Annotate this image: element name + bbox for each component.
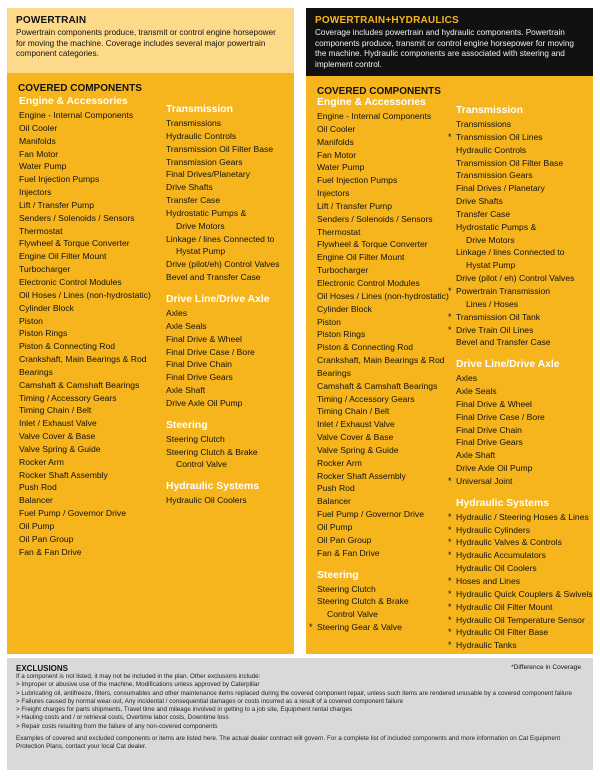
powertrain-body <box>7 73 294 557</box>
component-item: Bevel and Transfer Case <box>166 272 261 283</box>
component-item: Drive Motors <box>176 220 225 231</box>
component-item: Oil Hoses / Lines (non-hydrostatic) <box>317 290 449 301</box>
component-item: Senders / Solenoids / Sensors <box>317 213 433 224</box>
component-item: Push Rod <box>317 483 355 494</box>
component-item: Drive (pilot / eh) Control Valves <box>456 273 575 284</box>
component-item: Inlet / Exhaust Valve <box>19 418 97 429</box>
exclusions-box <box>7 658 593 770</box>
component-item: Transmission Oil Filter Base <box>166 143 274 154</box>
component-item: Steering Clutch & Brake <box>166 446 258 457</box>
component-item: Crankshaft, Main Bearings & Rod <box>317 355 445 366</box>
component-item: Linkage / lines Connected to <box>166 233 275 244</box>
section-title-transmission: Transmission <box>456 105 523 116</box>
component-item: Water Pump <box>19 161 67 172</box>
component-item: Axle Seals <box>166 320 207 331</box>
component-item: Drive Motors <box>466 234 515 245</box>
component-item: Transmission Oil Filter Base <box>456 157 564 168</box>
panel-description: Coverage includes powertrain and hydraulic components. Powertrain components produce, transmit or control engine horsepower for moving the machine. Hydraulic components are associated with steering and implement control. <box>315 28 574 69</box>
component-item: Balancer <box>19 495 53 506</box>
exclusion-line: > Hauling costs and / or retrieval costs, Overtime labor costs, Downtime loss <box>16 714 229 722</box>
component-item: * Drive Train Oil Lines <box>456 324 593 337</box>
component-item: Camshaft & Camshaft Bearings <box>19 379 140 390</box>
component-item: Fan Motor <box>19 148 59 159</box>
difference-note: *Difference in Coverage <box>511 664 581 671</box>
component-item: Transmission Gears <box>456 170 533 181</box>
covered-components-heading: COVERED COMPONENTS <box>317 86 441 97</box>
panel-title: POWERTRAIN <box>16 15 87 26</box>
component-item: Drive Shafts <box>456 196 503 207</box>
component-item: Fan Motor <box>317 149 357 160</box>
component-item: Oil Pump <box>19 521 55 531</box>
component-item: Hystat Pump <box>176 246 226 257</box>
component-item: Electronic Control Modules <box>317 277 420 288</box>
component-item: Bevel and Transfer Case <box>456 337 551 348</box>
exclusions-title: EXCLUSIONS <box>16 664 69 673</box>
powertrain-header <box>7 8 294 73</box>
component-item: Fan & Fan Drive <box>317 547 380 558</box>
component-item: Camshaft & Camshaft Bearings <box>317 380 438 391</box>
component-item: Rocker Arm <box>19 456 64 467</box>
exclusion-line: > Lubricating oil, antifreeze, filters, consumables and other maintenance items replaced during the covered component repair, unless such items are rendered unusable by a covered component failure <box>16 689 573 697</box>
component-item: Fuel Pump / Governor Drive <box>317 509 424 520</box>
component-item: Inlet / Exhaust Valve <box>317 419 395 430</box>
component-item: Lift / Transfer Pump <box>19 199 94 210</box>
covered-components-heading: COVERED COMPONENTS <box>18 83 142 94</box>
component-item: Hydraulic Oil Coolers <box>166 495 247 506</box>
component-item: Final Drive Gears <box>456 437 523 448</box>
component-item: Rocker Shaft Assembly <box>19 469 108 480</box>
component-item: Cylinder Block <box>19 302 74 313</box>
component-item: Piston & Connecting Rod <box>19 341 116 352</box>
component-item: * Hoses and Lines <box>456 575 593 588</box>
component-item: Injectors <box>19 187 52 198</box>
component-item: Piston & Connecting Rod <box>317 342 414 353</box>
component-item: Lines / Hoses <box>466 298 519 309</box>
powertrain-column-1 <box>19 96 151 559</box>
component-item: Balancer <box>317 496 351 507</box>
component-item: Final Drive Gears <box>166 372 233 383</box>
component-item: Hydrostatic Pumps & <box>456 221 537 232</box>
component-item: * Transmission Oil Lines <box>456 131 593 144</box>
component-item: Timing Chain / Belt <box>19 405 92 416</box>
component-item: Turbocharger <box>317 265 369 276</box>
component-item: Piston Rings <box>19 328 68 339</box>
component-item: Crankshaft, Main Bearings & Rod <box>19 354 147 365</box>
component-item: * Hydraulic Valves & Controls <box>456 536 593 549</box>
component-item: Transmission Gears <box>166 156 243 167</box>
component-item: Water Pump <box>317 162 365 173</box>
panel-title: POWERTRAIN+HYDRAULICS <box>315 15 459 26</box>
component-item: Final Drives/Planetary <box>166 169 251 180</box>
component-item: Turbocharger <box>19 264 71 275</box>
component-item: Cylinder Block <box>317 303 372 314</box>
panel-description: Powertrain components produce, transmit or control engine horsepower for moving the machine. Coverage includes several major powertrain component categories. <box>16 28 276 59</box>
component-item: Flywheel & Torque Converter <box>317 239 428 250</box>
component-item: Control Valve <box>176 459 227 470</box>
component-item: Thermostat <box>317 226 361 237</box>
component-item: Hydraulic Controls <box>166 130 237 141</box>
component-item: Drive (pilot/eh) Control Valves <box>166 259 280 270</box>
section-title-steering: Steering <box>166 419 208 431</box>
powertrain-hydraulics-column-2 <box>456 105 593 652</box>
component-item: Final Drive & Wheel <box>166 333 242 344</box>
exclusions-footer: Examples of covered and excluded components or items are listed here. The actual dealer contract will govern. For a complete list of included components and more information on Cat Equipment Protection Plans, contact your local Cat dealer. <box>16 735 561 751</box>
powertrain-hydraulics-panel <box>306 8 593 654</box>
component-item: * Hydraulic Oil Filter Mount <box>456 601 593 614</box>
component-item: Rocker Shaft Assembly <box>317 470 406 481</box>
section-title-drive-line-drive-axle: Drive Line/Drive Axle <box>456 359 560 371</box>
component-item: Hydraulic Controls <box>456 144 527 155</box>
component-item: Valve Cover & Base <box>19 431 96 442</box>
section-title-engine-accessories: Engine & Accessories <box>19 96 128 107</box>
component-item: Final Drive Case / Bore <box>456 411 545 422</box>
component-item: Piston <box>317 316 341 327</box>
component-item: Fuel Pump / Governor Drive <box>19 508 126 519</box>
component-item: Oil Pump <box>317 522 353 532</box>
component-item: * Hydraulic / Steering Hoses & Lines <box>456 511 593 524</box>
component-item: Valve Spring & Guide <box>317 444 399 455</box>
exclusion-line: > Repair costs resulting from the failure of any non-covered components <box>16 722 218 730</box>
component-item: Valve Cover & Base <box>317 432 394 443</box>
component-item: Control Valve <box>327 609 378 620</box>
component-item: Drive Shafts <box>166 182 213 193</box>
component-item: * Powertrain Transmission <box>456 285 593 298</box>
component-item: Drive Axle Oil Pump <box>166 397 243 408</box>
component-item: Axle Shaft <box>456 450 496 461</box>
component-item: Axles <box>166 307 188 318</box>
component-item: Timing / Accessory Gears <box>19 392 117 403</box>
component-item: Manifolds <box>317 136 354 147</box>
component-item: Transfer Case <box>456 208 511 219</box>
component-item: * Hydraulic Tanks <box>456 639 593 652</box>
component-item: * Hydraulic Oil Temperature Sensor <box>456 614 593 627</box>
component-item: * Hydraulic Cylinders <box>456 524 593 537</box>
component-item: Senders / Solenoids / Sensors <box>19 212 135 223</box>
component-item: Piston <box>19 315 43 326</box>
component-item: * Transmission Oil Tank <box>456 311 593 324</box>
component-item: Final Drive Case / Bore <box>166 346 255 357</box>
component-item: Steering Clutch <box>166 433 225 444</box>
exclusion-line: > Failures caused by normal wear-out, Any incidental / consequential damages or costs incurred as a result of a covered component failure <box>16 697 403 705</box>
component-item: Axle Shaft <box>166 385 206 396</box>
component-item: Oil Pan Group <box>317 534 372 545</box>
component-item: Transmissions <box>166 118 222 128</box>
component-item: Timing Chain / Belt <box>317 406 390 417</box>
component-item: Final Drive & Wheel <box>456 398 532 409</box>
component-item: Steering Clutch <box>317 583 376 594</box>
component-item: Final Drive Chain <box>166 359 232 370</box>
component-item: Hydrostatic Pumps & <box>166 207 247 218</box>
powertrain-column-2 <box>166 104 280 507</box>
component-item: Final Drives / Planetary <box>456 183 545 194</box>
component-item: Manifolds <box>19 135 56 146</box>
component-item: Bearings <box>19 366 53 377</box>
component-item: * Hydraulic Quick Couplers & Swivels <box>456 588 593 601</box>
component-item: Linkage / lines Connected to <box>456 247 565 258</box>
powertrain-panel <box>7 8 294 654</box>
component-item: Final Drive Chain <box>456 424 522 435</box>
component-item: Fuel Injection Pumps <box>19 174 100 185</box>
component-item: Axles <box>456 373 478 384</box>
component-item: Piston Rings <box>317 329 366 340</box>
component-item: * Hydraulic Oil Filter Base <box>456 626 593 639</box>
component-item: Injectors <box>317 188 350 199</box>
component-item: Transfer Case <box>166 195 221 206</box>
exclusion-line: If a component is not listed, it may not be included in the plan. Other exclusions include: <box>16 673 261 680</box>
component-item: * Universal Joint <box>456 475 593 488</box>
component-item: Engine Oil Filter Mount <box>19 251 107 262</box>
component-item: * Steering Gear & Valve <box>317 621 449 634</box>
component-item: Transmissions <box>456 119 512 129</box>
component-item: Fuel Injection Pumps <box>317 175 398 186</box>
component-item: Fan & Fan Drive <box>19 546 82 557</box>
component-item: Oil Cooler <box>19 122 58 133</box>
section-title-hydraulic-systems: Hydraulic Systems <box>166 481 259 493</box>
exclusions-list <box>16 673 584 731</box>
section-title-steering: Steering <box>317 569 359 581</box>
component-item: Engine - Internal Components <box>19 110 134 120</box>
section-title-drive-line-drive-axle: Drive Line/Drive Axle <box>166 293 270 305</box>
powertrain-hydraulics-header <box>306 8 593 76</box>
exclusion-line: > Improper or abusive use of the machine, Modifications unless approved by Caterpillar <box>16 681 260 689</box>
component-item: Lift / Transfer Pump <box>317 200 392 211</box>
component-item: Rocker Arm <box>317 457 362 468</box>
exclusion-line: > Freight charges for parts shipments, Travel time and mileage involved in getting to a job site, Equipment rental charges <box>16 706 353 714</box>
component-item: Drive Axle Oil Pump <box>456 463 533 474</box>
component-item: Hydraulic Oil Coolers <box>456 563 537 574</box>
component-item: Push Rod <box>19 482 57 493</box>
component-item: Oil Hoses / Lines (non-hydrostatic) <box>19 289 151 300</box>
component-item: Oil Pan Group <box>19 533 74 544</box>
component-item: Flywheel & Torque Converter <box>19 238 130 249</box>
section-title-hydraulic-systems: Hydraulic Systems <box>456 497 549 509</box>
component-item: Bearings <box>317 367 351 378</box>
component-item: Hystat Pump <box>466 260 516 271</box>
component-item: Oil Cooler <box>317 123 356 134</box>
component-item: * Hydraulic Accumulators <box>456 549 593 562</box>
powertrain-hydraulics-column-1 <box>317 97 449 634</box>
component-item: Electronic Control Modules <box>19 276 122 287</box>
component-item: Engine - Internal Components <box>317 111 432 121</box>
powertrain-hydraulics-body <box>306 76 593 651</box>
component-item: Axle Seals <box>456 386 497 397</box>
section-title-engine-accessories: Engine & Accessories <box>317 97 426 108</box>
component-item: Timing / Accessory Gears <box>317 393 415 404</box>
component-item: Valve Spring & Guide <box>19 443 101 454</box>
component-item: Engine Oil Filter Mount <box>317 252 405 263</box>
section-title-transmission: Transmission <box>166 104 233 115</box>
component-item: Thermostat <box>19 225 63 236</box>
component-item: Steering Clutch & Brake <box>317 596 409 607</box>
